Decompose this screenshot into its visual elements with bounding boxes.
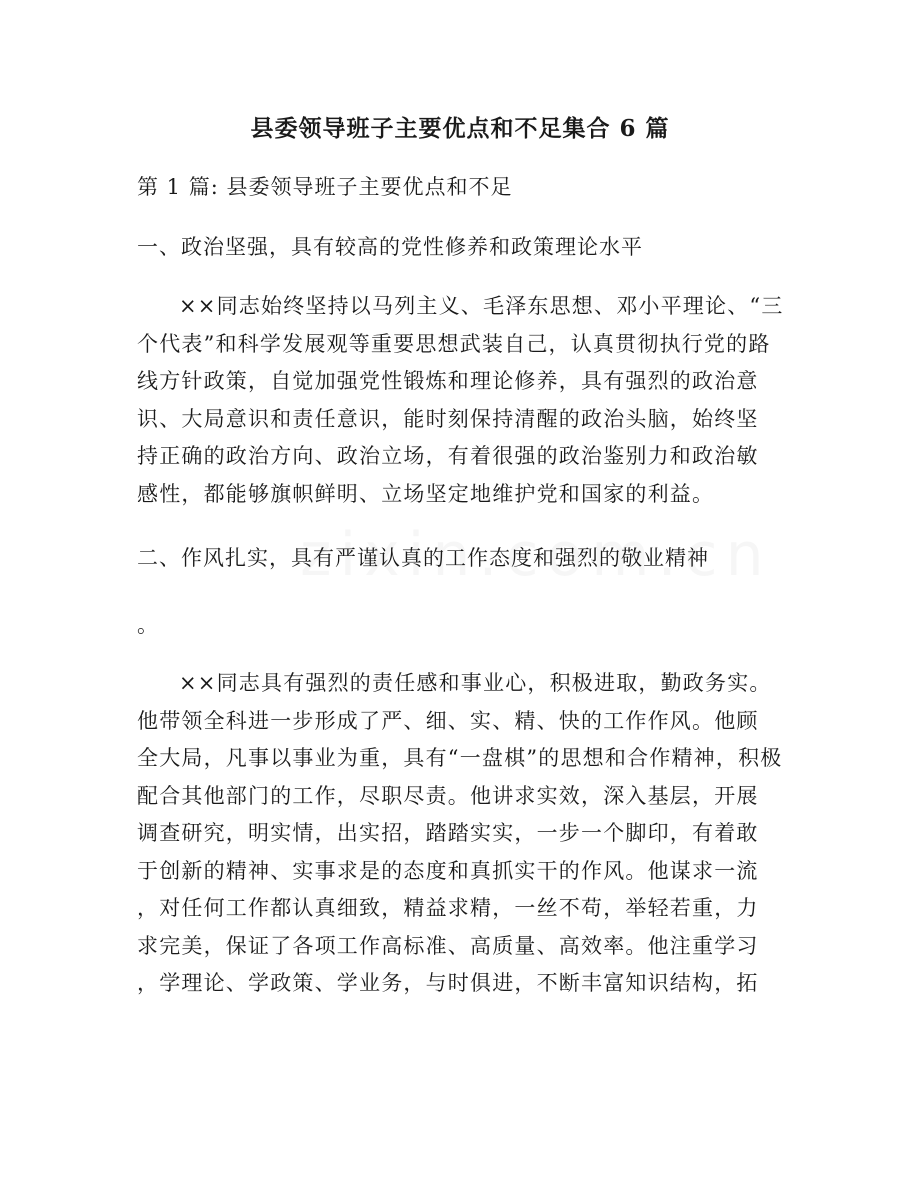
paragraph-line: 感性，都能够旗帜鲜明、立场坚定地维护党和国家的利益。: [137, 481, 715, 506]
paragraph-line: 求完美，保证了各项工作高标准、高质量、高效率。他注重学习: [137, 933, 759, 958]
paragraph-line: 于创新的精神、实事求是的态度和真抓实干的作风。他谋求一流: [137, 858, 759, 883]
paragraph-line: 配合其他部门的工作，尽职尽责。他讲求实效，深入基层，开展: [137, 783, 759, 808]
point2-heading-continuation: 。: [137, 613, 159, 637]
paragraph-line: 识、大局意识和责任意识，能时刻保持清醒的政治头脑，始终坚: [137, 406, 759, 431]
paragraph-line: 他带领全科进一步形成了严、细、实、精、快的工作作风。他顾: [137, 708, 759, 733]
paragraph-line: ××同志具有强烈的责任感和事业心，积极进取，勤政务实。: [179, 671, 772, 695]
section-heading: 第 1 篇: 县委领导班子主要优点和不足: [137, 175, 513, 199]
document-title: 县委领导班子主要优点和不足集合 6 篇: [250, 115, 670, 142]
point1-paragraph: [137, 288, 787, 513]
paragraph-line: 线方针政策，自觉加强党性锻炼和理论修养，具有强烈的政治意: [137, 369, 759, 393]
paragraph-line: ，对任何工作都认真细致，精益求精，一丝不苟，举轻若重，力: [137, 896, 759, 920]
paragraph-line: 调查研究，明实情，出实招，踏踏实实，一步一个脚印，有着敢: [137, 821, 759, 845]
paragraph-line: 持正确的政治方向、政治立场，有着很强的政治鉴别力和政治敏: [137, 444, 759, 468]
point2-paragraph: [137, 665, 787, 1003]
paragraph-line: 全大局，凡事以事业为重，具有“一盘棋”的思想和合作精神，积极: [137, 746, 783, 770]
paragraph-line: ××同志始终坚持以马列主义、毛泽东思想、邓小平理论、“三: [179, 294, 784, 318]
paragraph-line: 个代表”和科学发展观等重要思想武装自己，认真贯彻执行党的路: [137, 331, 771, 356]
point1-heading: 一、政治坚强，具有较高的党性修养和政策理论水平: [137, 235, 643, 259]
point2-heading: 二、作风扎实，具有严谨认真的工作态度和强烈的敬业精神: [137, 546, 709, 570]
paragraph-line: ，学理论、学政策、学业务，与时俱进，不断丰富知识结构，拓: [137, 971, 759, 995]
